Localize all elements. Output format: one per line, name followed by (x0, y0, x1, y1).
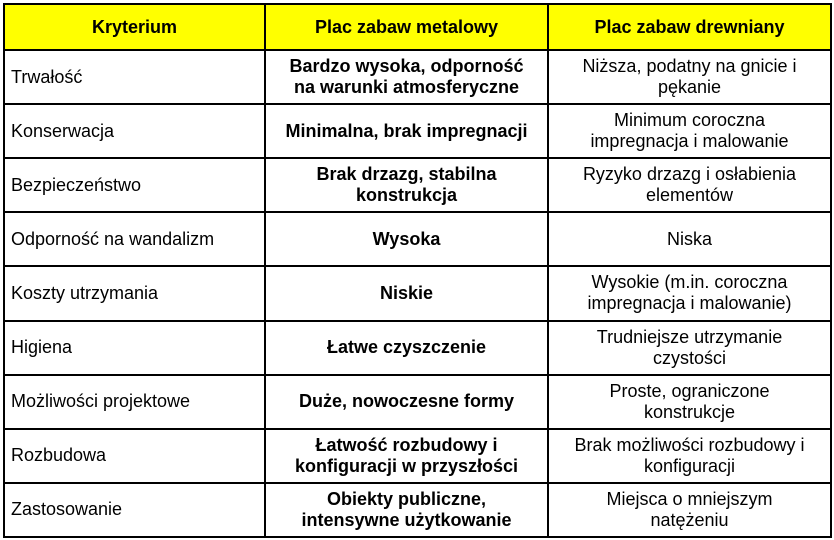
wood-cell-line: pękanie (657, 77, 722, 98)
criterion-cell: Koszty utrzymania (4, 266, 265, 320)
table-row (4, 321, 831, 375)
metal-cell-line: konfiguracji w przyszłości (294, 455, 519, 476)
criterion-cell: Zastosowanie (4, 483, 265, 537)
table-row (4, 375, 831, 429)
table-row (4, 212, 831, 266)
table-row (4, 50, 831, 104)
metal-cell-line: konstrukcja (355, 185, 458, 206)
metal-cell (265, 375, 548, 429)
wood-cell-line: Niska (666, 228, 712, 249)
metal-cell (265, 321, 548, 375)
criterion-cell: Odporność na wandalizm (4, 212, 265, 266)
wood-cell-line: natężeniu (650, 509, 729, 530)
wood-cell (548, 375, 831, 429)
comparison-table (3, 3, 832, 538)
criterion-cell: Konserwacja (4, 104, 265, 158)
metal-cell-line: Duże, nowoczesne formy (298, 391, 515, 412)
metal-cell (265, 483, 548, 537)
table-header (4, 4, 831, 50)
wood-cell-line: Niższa, podatny na gnicie i (582, 56, 797, 77)
metal-cell (265, 266, 548, 320)
metal-cell-line: Wysoka (372, 228, 441, 249)
wood-cell (548, 158, 831, 212)
metal-cell (265, 104, 548, 158)
table-row (4, 104, 831, 158)
metal-cell (265, 50, 548, 104)
wood-cell (548, 321, 831, 375)
wood-cell-line: elementów (645, 185, 734, 206)
table-body (4, 50, 831, 537)
header-criterion: Kryterium (4, 4, 265, 50)
metal-cell-line: Niskie (379, 282, 434, 303)
wood-cell-line: Minimum coroczna (613, 110, 766, 131)
header-wooden-playground: Plac zabaw drewniany (548, 4, 831, 50)
table-row (4, 483, 831, 537)
wood-cell (548, 50, 831, 104)
metal-cell-line: na warunki atmosferyczne (293, 77, 520, 98)
metal-cell-line: Minimalna, brak impregnacji (285, 120, 528, 141)
wood-cell-line: konstrukcje (643, 401, 736, 422)
criterion-cell: Trwałość (4, 50, 265, 104)
wood-cell-line: Brak możliwości rozbudowy i (574, 434, 805, 455)
wood-cell-line: Trudniejsze utrzymanie (596, 326, 783, 347)
wood-cell-line: Wysokie (m.in. coroczna (591, 272, 788, 293)
header-metal-playground: Plac zabaw metalowy (265, 4, 548, 50)
wood-cell-line: impregnacja i malowanie (590, 131, 789, 152)
metal-cell (265, 212, 548, 266)
wood-cell (548, 266, 831, 320)
metal-cell-line: Bardzo wysoka, odporność (289, 56, 524, 77)
wood-cell-line: czystości (652, 347, 726, 368)
wood-cell (548, 429, 831, 483)
criterion-cell: Higiena (4, 321, 265, 375)
metal-cell-line: intensywne użytkowanie (301, 509, 512, 530)
metal-cell (265, 429, 548, 483)
metal-cell-line: Brak drzazg, stabilna (316, 164, 497, 185)
wood-cell (548, 212, 831, 266)
metal-cell-line: Łatwe czyszczenie (326, 337, 487, 358)
wood-cell (548, 104, 831, 158)
wood-cell (548, 483, 831, 537)
wood-cell-line: impregnacja i malowanie) (587, 293, 792, 314)
criterion-cell: Bezpieczeństwo (4, 158, 265, 212)
metal-cell-line: Łatwość rozbudowy i (315, 434, 498, 455)
wood-cell-line: Ryzyko drzazg i osłabienia (582, 164, 797, 185)
table-row (4, 158, 831, 212)
metal-cell-line: Obiekty publiczne, (326, 488, 487, 509)
table-row (4, 429, 831, 483)
header-row (4, 4, 831, 50)
metal-cell (265, 158, 548, 212)
criterion-cell: Możliwości projektowe (4, 375, 265, 429)
wood-cell-line: Proste, ograniczone (609, 380, 770, 401)
wood-cell-line: Miejsca o mniejszym (606, 488, 773, 509)
criterion-cell: Rozbudowa (4, 429, 265, 483)
wood-cell-line: konfiguracji (643, 455, 736, 476)
table-row (4, 266, 831, 320)
